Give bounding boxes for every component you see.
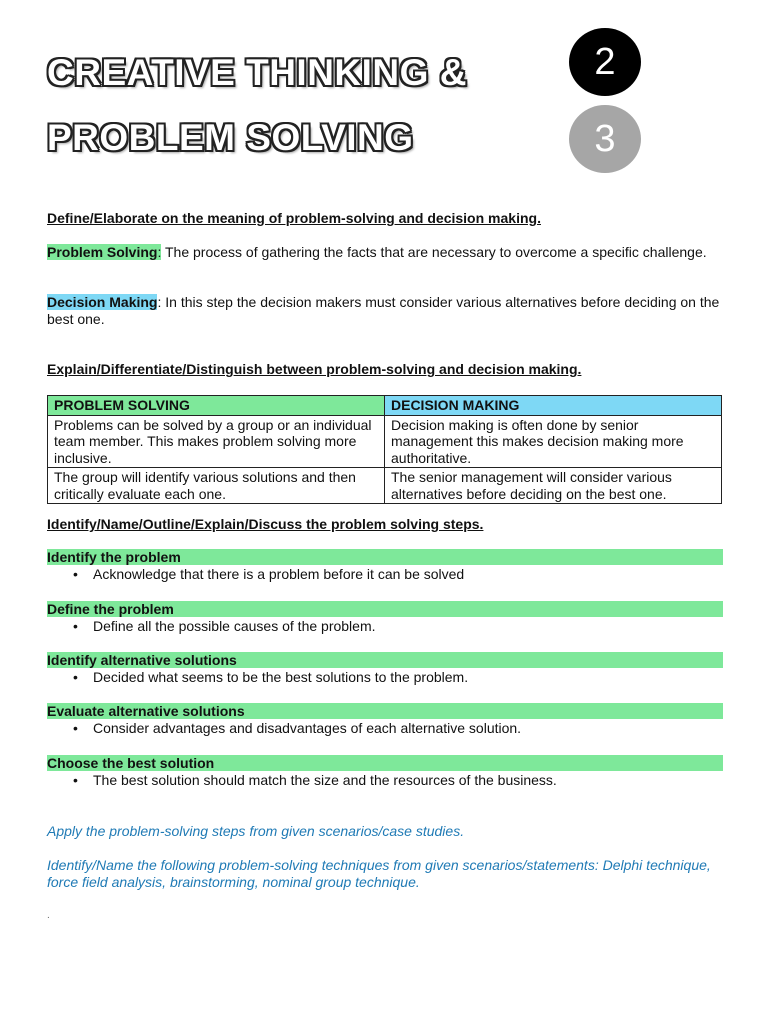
bullet-icon: • (73, 772, 78, 788)
title-line-2: PROBLEM SOLVING (47, 117, 414, 158)
step-define-problem (47, 601, 723, 635)
table-cell: Decision making is often done by senior management this makes decision making more authoritative. (385, 415, 722, 468)
list-item (47, 669, 723, 686)
list-item (47, 618, 723, 635)
step-text: Acknowledge that there is a problem before it can be solved (93, 566, 465, 582)
table-row (48, 468, 722, 504)
step-choose-best (47, 755, 723, 789)
table-header-row (48, 396, 722, 416)
step-identify-problem (47, 549, 723, 583)
table-row (48, 415, 722, 468)
step-evaluate-alternatives (47, 703, 723, 737)
list-item (47, 772, 723, 789)
step-text: Define all the possible causes of the problem. (93, 618, 376, 634)
bullet-icon: • (73, 669, 78, 685)
step-title: Choose the best solution (47, 755, 723, 771)
step-identify-alternatives (47, 652, 723, 686)
steps-heading: Identify/Name/Outline/Explain/Discuss the problem solving steps. (47, 516, 484, 532)
comparison-heading: Explain/Differentiate/Distinguish between problem-solving and decision making. (47, 361, 582, 377)
problem-solving-definition (47, 244, 727, 261)
step-title: Identify the problem (47, 549, 723, 565)
problem-solving-colon: : (157, 244, 162, 260)
decision-making-term: Decision Making (47, 294, 158, 310)
list-item (47, 720, 723, 737)
bullet-icon: • (73, 720, 78, 736)
comparison-table (47, 395, 722, 504)
problem-solving-term: Problem Solving (47, 244, 158, 260)
step-text: The best solution should match the size and the resources of the business. (93, 772, 557, 788)
bullet-icon: • (73, 618, 78, 634)
problem-solving-text: The process of gathering the facts that are necessary to overcome a specific challenge. (161, 244, 707, 260)
step-title: Define the problem (47, 601, 723, 617)
table-cell: The group will identify various solutions and then critically evaluate each one. (48, 468, 385, 504)
definitions-heading: Define/Elaborate on the meaning of problem-solving and decision making. (47, 210, 541, 226)
table-cell: The senior management will consider various alternatives before deciding on the best one. (385, 468, 722, 504)
trailing-dot: . (47, 910, 50, 921)
step-title: Evaluate alternative solutions (47, 703, 723, 719)
decision-making-text: : In this step the decision makers must consider various alternatives before deciding on the best one. (47, 294, 720, 327)
step-text: Decided what seems to be the best solutions to the problem. (93, 669, 469, 685)
step-title: Identify alternative solutions (47, 652, 723, 668)
bullet-icon: • (73, 566, 78, 582)
badge-number-3: 3 (569, 105, 641, 173)
apply-note: Apply the problem-solving steps from given scenarios/case studies. (47, 823, 465, 839)
table-cell: Problems can be solved by a group or an individual team member. This makes problem solving more inclusive. (48, 415, 385, 468)
badge-number-2: 2 (569, 28, 641, 96)
decision-making-definition (47, 294, 727, 328)
column-header-problem-solving: PROBLEM SOLVING (48, 396, 385, 416)
title-line-1: CREATIVE THINKING & (47, 52, 467, 93)
column-header-decision-making: DECISION MAKING (385, 396, 722, 416)
identify-techniques-note: Identify/Name the following problem-solving techniques from given scenarios/statements: Delphi technique, force field analysis, brainstorming, nominal group technique. (47, 857, 711, 890)
list-item (47, 566, 723, 583)
step-text: Consider advantages and disadvantages of each alternative solution. (93, 720, 522, 736)
